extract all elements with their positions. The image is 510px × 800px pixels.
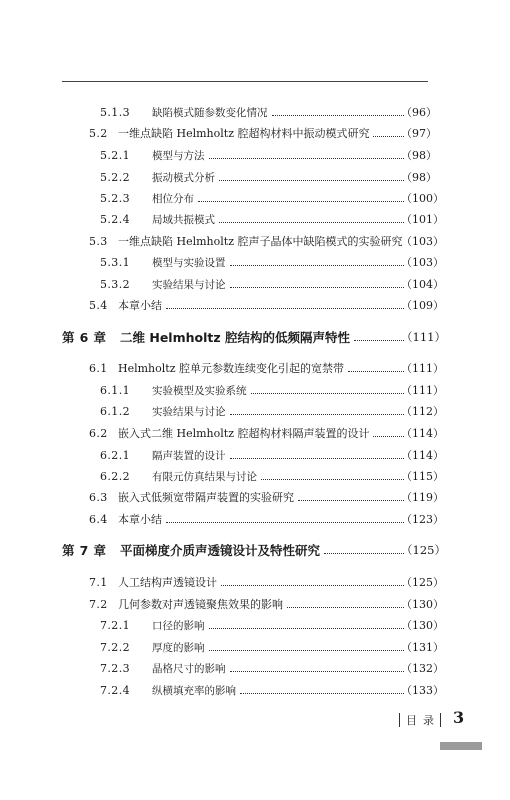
toc-entry-title: 模型与实验设置 [152,256,226,269]
toc-entry-number: 6.2 [89,426,108,440]
toc-entry-number: 5.3 [89,234,108,248]
toc-entry-title: 二维 Helmholtz 腔结构的低频隔声特性 [120,330,350,345]
toc-entry-row[interactable] [0,508,510,530]
toc-entry-number: 6.3 [89,490,108,504]
toc-entry-number: 5.2.3 [100,191,130,205]
toc-entry-title: 嵌入式二维 Helmholtz 腔超构材料隔声装置的设计 [118,427,370,440]
toc-entry-number: 7.2.3 [100,661,130,675]
toc-entry-page: （104） [401,278,444,291]
toc-dot-leader [240,693,404,694]
toc-entry-number: 7.1 [89,575,108,589]
toc-entry-row[interactable] [0,294,510,316]
toc-entry-title: 隔声装置的设计 [152,449,226,462]
toc-dot-leader [209,158,404,159]
toc-entry-number: 6.4 [89,512,108,526]
toc-entry-row[interactable] [0,379,510,401]
toc-entry-page: （114） [401,427,444,440]
toc-entry-title: 本章小结 [118,299,162,312]
toc-entry-title: 振动模式分析 [152,171,215,184]
footer-page-number: 3 [453,708,465,727]
toc-entry-row[interactable] [0,357,510,379]
toc-dot-leader [209,628,404,629]
toc-entry-title: 嵌入式低频宽带隔声装置的实验研究 [118,491,294,504]
toc-entry-page: （109） [401,299,444,312]
toc-entry-number: 6.1.1 [100,383,130,397]
toc-entry-number: 6.2.2 [100,469,130,483]
toc-entry-row[interactable] [0,444,510,466]
toc-entry-page: （132） [401,662,444,675]
toc-dot-leader [272,115,404,116]
toc-entry-page: （97） [401,127,437,140]
toc-entry-title: 实验模型及实验系统 [152,384,247,397]
toc-entry-row[interactable] [0,144,510,166]
toc-entry-number: 6.1 [89,361,108,375]
toc-entry-page: （133） [401,684,444,697]
toc-entry-title: 一维点缺陷 Helmholtz 腔声子晶体中缺陷模式的实验研究 [118,235,403,248]
toc-entry-row[interactable] [0,593,510,615]
toc-entry-page: （119） [401,491,444,504]
toc-entry-title: 厚度的影响 [152,641,205,654]
toc-entry-row[interactable] [0,465,510,487]
toc-dot-leader [209,650,404,651]
toc-dot-leader [373,136,404,137]
toc-entry-page: （114） [401,449,444,462]
toc-chapter-row[interactable] [0,326,510,348]
toc-dot-leader [251,393,404,394]
header-rule [62,81,428,82]
toc-dot-leader [348,371,404,372]
toc-dot-leader [219,222,404,223]
toc-entry-title: 口径的影响 [152,619,205,632]
toc-entry-row[interactable] [0,251,510,273]
toc-entry-number: 7.2.2 [100,640,130,654]
toc-entry-title: 模型与方法 [152,149,205,162]
toc-entry-title: 缺陷模式随参数变化情况 [152,106,268,119]
toc-entry-page: （112） [401,405,444,418]
toc-entry-row[interactable] [0,400,510,422]
toc-entry-number: 5.3.2 [100,277,130,291]
toc-entry-row[interactable] [0,230,510,252]
toc-entry-row[interactable] [0,614,510,636]
toc-entry-title: 几何参数对声透镜聚焦效果的影响 [118,598,283,611]
toc-entry-page: （130） [401,619,444,632]
toc-entry-number: 第 7 章 [62,543,107,558]
toc-entry-page: （103） [401,256,444,269]
toc-entry-row[interactable] [0,101,510,123]
toc-entry-page: （125） [401,543,446,557]
toc-entry-number: 7.2 [89,597,108,611]
toc-entry-page: （111） [401,330,446,344]
toc-entry-number: 5.1.3 [100,105,130,119]
toc-entry-title: 平面梯度介质声透镜设计及特性研究 [120,543,321,558]
toc-dot-leader [230,671,404,672]
toc-dot-leader [287,607,404,608]
toc-dot-leader [198,201,404,202]
toc-entry-number: 5.3.1 [100,255,130,269]
toc-entry-page: （125） [401,576,444,589]
footer-divider-left [399,713,400,727]
toc-entry-title: 相位分布 [152,192,194,205]
toc-dot-leader [230,458,404,459]
toc-entry-title: 实验结果与讨论 [152,278,226,291]
toc-entry-page: （123） [401,513,444,526]
toc-entry-page: （100） [401,192,444,205]
toc-entry-page: （98） [401,171,437,184]
toc-entry-row[interactable] [0,679,510,701]
toc-dot-leader [230,414,404,415]
toc-entry-row[interactable] [0,636,510,658]
toc-entry-number: 6.1.2 [100,404,130,418]
toc-dot-leader [219,180,404,181]
toc-entry-number: 5.2 [89,126,108,140]
toc-entry-title: 一维点缺陷 Helmholtz 腔超构材料中振动模式研究 [118,127,370,140]
toc-entry-number: 5.2.1 [100,148,130,162]
toc-entry-row[interactable] [0,166,510,188]
toc-entry-row[interactable] [0,273,510,295]
toc-entry-title: 局域共振模式 [152,213,215,226]
toc-entry-title: 人工结构声透镜设计 [118,576,217,589]
toc-entry-number: 7.2.1 [100,618,130,632]
toc-dot-leader [298,500,404,501]
toc-entry-number: 5.2.2 [100,170,130,184]
toc-entry-title: 实验结果与讨论 [152,405,226,418]
toc-entry-number: 7.2.4 [100,683,130,697]
toc-entry-title: Helmholtz 腔单元参数连续变化引起的宽禁带 [118,362,344,375]
toc-entry-page: （98） [401,149,437,162]
toc-dot-leader [230,287,404,288]
toc-entry-page: （130） [401,598,444,611]
toc-entry-number: 6.2.1 [100,448,130,462]
toc-entry-row[interactable] [0,486,510,508]
toc-dot-leader [261,479,404,480]
footer-divider-right [440,713,441,727]
toc-dot-leader [166,308,404,309]
toc-entry-row[interactable] [0,122,510,144]
toc-dot-leader [230,265,404,266]
toc-entry-page: （96） [401,106,437,119]
toc-entry-page: （131） [401,641,444,654]
toc-entry-page: （111） [401,384,444,397]
toc-entry-row[interactable] [0,657,510,679]
toc-entry-number: 第 6 章 [62,330,107,345]
toc-entry-title: 有限元仿真结果与讨论 [152,470,257,483]
toc-entry-row[interactable] [0,187,510,209]
toc-dot-leader [354,340,404,341]
toc-entry-number: 5.4 [89,298,108,312]
toc-dot-leader [324,553,404,554]
toc-entry-row[interactable] [0,571,510,593]
toc-entry-title: 本章小结 [118,513,162,526]
toc-entry-page: （115） [401,470,444,483]
toc-entry-page: （101） [401,213,444,226]
footer-section-label: 目录 [406,714,440,727]
toc-dot-leader [166,522,404,523]
toc-entry-page: （111） [401,362,444,375]
toc-entry-title: 晶格尺寸的影响 [152,662,226,675]
toc-entry-row[interactable] [0,422,510,444]
toc-entry-page: （103） [401,235,444,248]
toc-chapter-row[interactable] [0,539,510,561]
toc-entry-number: 5.2.4 [100,212,130,226]
footer-gray-tab [440,742,482,750]
toc-entry-title: 纵横填充率的影响 [152,684,236,697]
toc-dot-leader [373,436,404,437]
toc-entry-row[interactable] [0,208,510,230]
toc-dot-leader [221,585,404,586]
